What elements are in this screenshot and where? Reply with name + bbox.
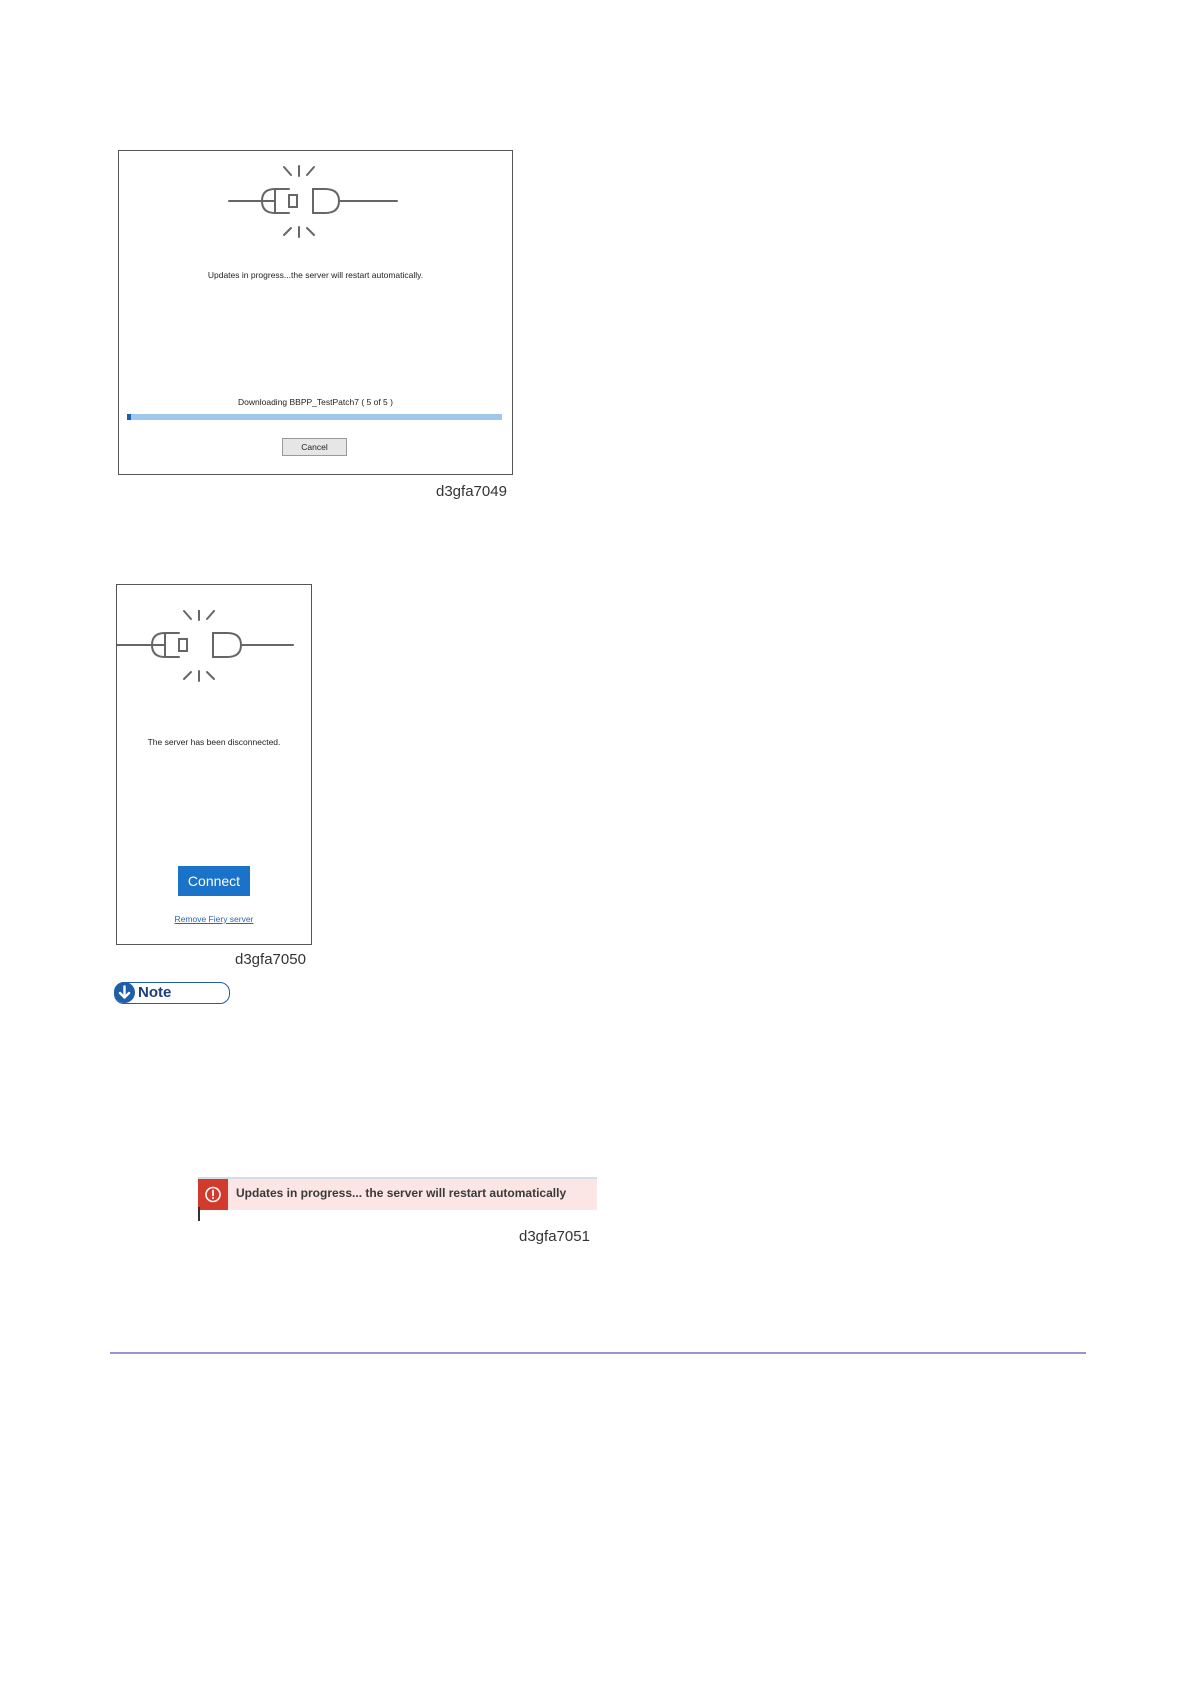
figure-caption-2: d3gfa7050 bbox=[235, 951, 306, 968]
disconnected-message: The server has been disconnected. bbox=[147, 737, 281, 747]
download-status: Downloading BBPP_TestPatch7 ( 5 of 5 ) bbox=[238, 397, 393, 407]
connect-button[interactable]: Connect bbox=[178, 866, 250, 896]
cancel-button[interactable]: Cancel bbox=[282, 438, 347, 456]
update-progress-dialog bbox=[118, 150, 513, 475]
disconnected-plug-icon bbox=[119, 151, 512, 251]
note-label: Note bbox=[138, 984, 172, 1001]
section-divider bbox=[110, 1352, 1086, 1354]
update-alert-bar bbox=[198, 1177, 597, 1210]
alert-message: Updates in progress... the server will restart automatically bbox=[236, 1186, 567, 1200]
figure-caption-3: d3gfa7051 bbox=[519, 1228, 590, 1245]
update-message: Updates in progress...the server will restart automatically. bbox=[207, 270, 424, 280]
download-progress-fill bbox=[127, 414, 131, 420]
download-progress-bar bbox=[127, 414, 502, 420]
note-badge bbox=[114, 982, 230, 1004]
disconnected-plug-icon bbox=[117, 610, 311, 710]
alert-left-edge bbox=[198, 1207, 200, 1221]
figure-caption-1: d3gfa7049 bbox=[436, 483, 507, 500]
remove-fiery-server-link[interactable]: Remove Fiery server bbox=[174, 914, 254, 924]
alert-exclamation-icon bbox=[198, 1179, 228, 1210]
note-arrow-icon bbox=[114, 982, 135, 1003]
server-disconnected-panel bbox=[116, 584, 312, 945]
